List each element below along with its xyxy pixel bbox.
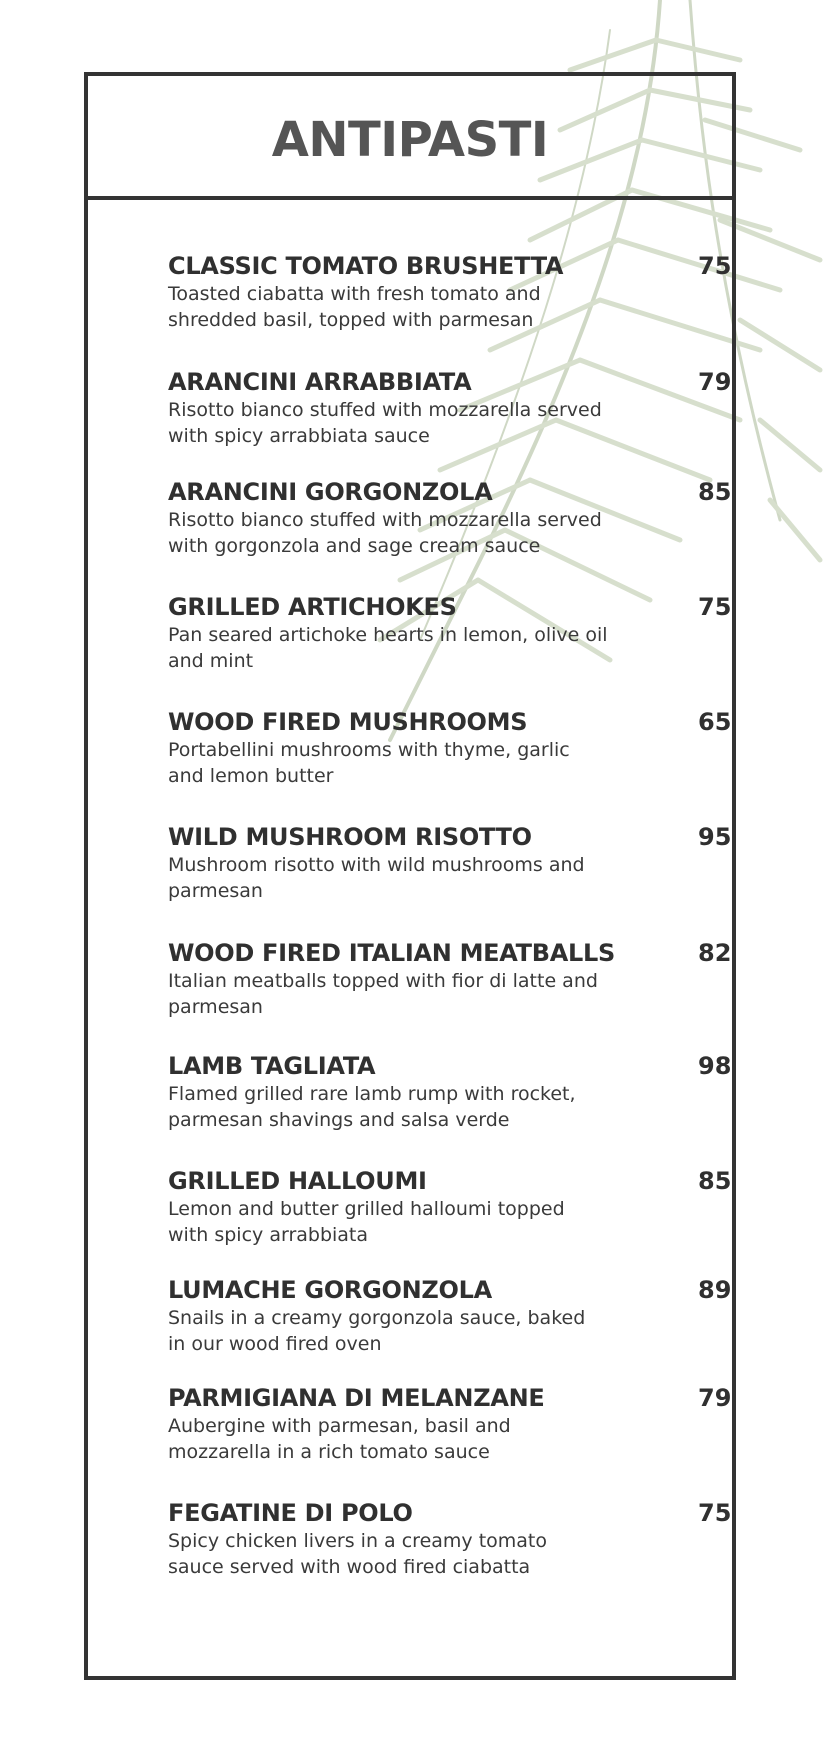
menu-item bbox=[168, 1276, 732, 1357]
menu-item-price: 98 bbox=[698, 1052, 732, 1080]
menu-item-name: FEGATINE DI POLO bbox=[168, 1499, 413, 1527]
menu-item-description: Aubergine with parmesan, basil and mozzarella in a rich tomato sauce bbox=[168, 1415, 511, 1463]
menu-item-name: WOOD FIRED MUSHROOMS bbox=[168, 708, 528, 736]
menu-item bbox=[168, 1167, 732, 1248]
menu-item-price: 75 bbox=[698, 593, 732, 621]
menu-item-price: 79 bbox=[698, 1384, 732, 1412]
menu-item-price: 79 bbox=[698, 368, 732, 396]
menu-item-price: 85 bbox=[698, 1167, 732, 1195]
menu-item-price: 95 bbox=[698, 823, 732, 851]
menu-item-description: Spicy chicken livers in a creamy tomato sauce served with wood fired ciabatta bbox=[168, 1530, 547, 1578]
menu-item-description: Toasted ciabatta with fresh tomato and shredded basil, topped with parmesan bbox=[168, 283, 541, 331]
menu-item-description: Flamed grilled rare lamb rump with rocket, parmesan shavings and salsa verde bbox=[168, 1083, 576, 1131]
section-title: ANTIPASTI bbox=[271, 112, 549, 168]
menu-item bbox=[168, 593, 732, 674]
menu-item-description: Snails in a creamy gorgonzola sauce, baked in our wood fired oven bbox=[168, 1307, 586, 1355]
menu-frame bbox=[84, 72, 736, 1680]
menu-item-description: Lemon and butter grilled halloumi topped with spicy arrabbiata bbox=[168, 1198, 565, 1246]
menu-item-price: 65 bbox=[698, 708, 732, 736]
menu-item-name: ARANCINI ARRABBIATA bbox=[168, 368, 472, 396]
menu-item bbox=[168, 1052, 732, 1133]
menu-item-price: 75 bbox=[698, 1499, 732, 1527]
menu-item bbox=[168, 708, 732, 789]
menu-item-name: LAMB TAGLIATA bbox=[168, 1052, 376, 1080]
menu-item bbox=[168, 368, 732, 449]
menu-item-name: WILD MUSHROOM RISOTTO bbox=[168, 823, 532, 851]
menu-item-description: Portabellini mushrooms with thyme, garlic and lemon butter bbox=[168, 739, 570, 787]
menu-item-price: 82 bbox=[698, 939, 732, 967]
menu-item-name: GRILLED ARTICHOKES bbox=[168, 593, 457, 621]
menu-item bbox=[168, 939, 732, 1020]
section-header bbox=[88, 76, 732, 200]
menu-item-name: LUMACHE GORGONZOLA bbox=[168, 1276, 492, 1304]
menu-item bbox=[168, 823, 732, 904]
menu-item-price: 75 bbox=[698, 252, 732, 280]
menu-item-name: CLASSIC TOMATO BRUSHETTA bbox=[168, 252, 564, 280]
menu-item-name: WOOD FIRED ITALIAN MEATBALLS bbox=[168, 939, 615, 967]
menu-item-description: Mushroom risotto with wild mushrooms and parmesan bbox=[168, 854, 585, 902]
menu-item-description: Italian meatballs topped with fior di latte and parmesan bbox=[168, 970, 598, 1018]
menu-item bbox=[168, 478, 732, 559]
menu-item-description: Risotto bianco stuffed with mozzarella served with spicy arrabbiata sauce bbox=[168, 399, 602, 447]
menu-item-description: Risotto bianco stuffed with mozzarella served with gorgonzola and sage cream sauce bbox=[168, 509, 602, 557]
menu-item-description: Pan seared artichoke hearts in lemon, olive oil and mint bbox=[168, 624, 608, 672]
menu-item-price: 85 bbox=[698, 478, 732, 506]
menu-item-price: 89 bbox=[698, 1276, 732, 1304]
menu-item-name: GRILLED HALLOUMI bbox=[168, 1167, 427, 1195]
menu-item-name: ARANCINI GORGONZOLA bbox=[168, 478, 493, 506]
menu-item bbox=[168, 1384, 732, 1465]
menu-item bbox=[168, 252, 732, 333]
menu-item bbox=[168, 1499, 732, 1580]
menu-item-name: PARMIGIANA DI MELANZANE bbox=[168, 1384, 545, 1412]
